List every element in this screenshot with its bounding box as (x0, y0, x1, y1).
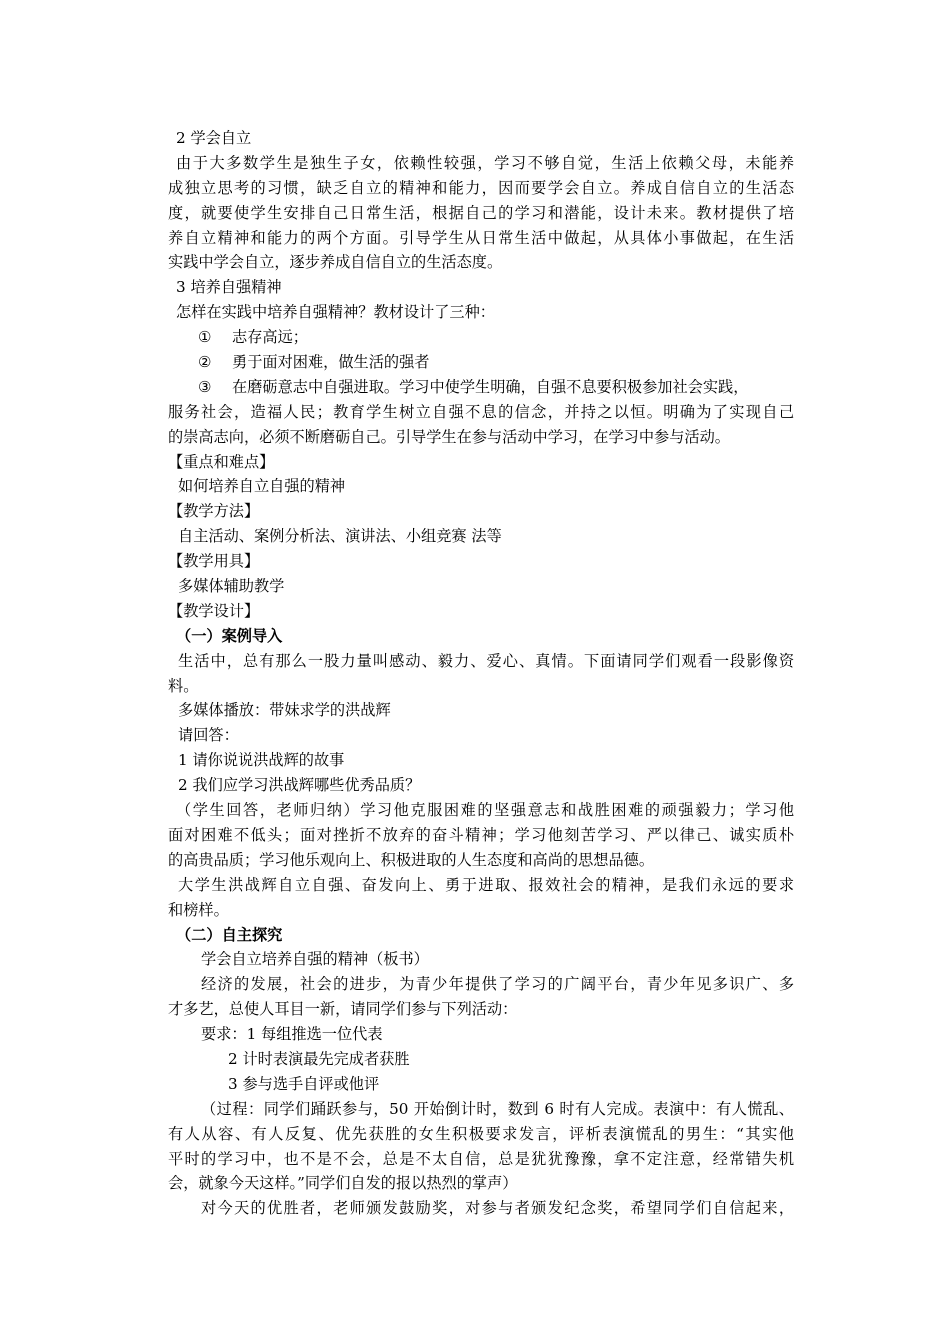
section-3-cont-2: 的崇高志向，必须不断磨砺自己。引导学生在参与活动中学习，在学习中参与活动。 (168, 427, 730, 446)
list-item-text: 志存高远； (232, 328, 308, 347)
part-2-requirement-2: 2 计时表演最先完成者获胜 (228, 1049, 410, 1068)
list-item (168, 325, 794, 350)
list-item (168, 350, 794, 375)
part-1-answer-line-2: 面对困难不低头；面对挫折不放弃的奋斗精神；学习他刻苦学习、严以律己、诚实质朴 (168, 825, 794, 844)
part-2-board: 学会自立培养自强的精神（板书） (201, 950, 429, 969)
part-2-heading: （二）自主探究 (176, 925, 283, 944)
keypoints-heading: 【重点和难点】 (168, 452, 275, 471)
part-1-media: 多媒体播放：带妹求学的洪战辉 (178, 701, 391, 720)
document-page (168, 126, 794, 1221)
section-3-cont-1: 服务社会，造福人民；教育学生树立自强不息的信念，并持之以恒。明确为了实现自己 (168, 402, 794, 421)
part-2-process-line-2: 有人从容、有人反复、优先获胜的女生积极要求发言，评析表演慌乱的男生：“其实他 (168, 1124, 794, 1143)
list-item-number: ③ (198, 377, 212, 396)
section-3-heading: 3 培养自强精神 (176, 278, 282, 297)
methods-heading: 【教学方法】 (168, 502, 260, 521)
list-item-number: ① (198, 328, 212, 347)
part-1-question-2: 2 我们应学习洪战辉哪些优秀品质？ (178, 776, 421, 795)
part-1-intro-line-1: 生活中，总有那么一股力量叫感动、毅力、爱心、真情。下面请同学们观看一段影像资 (178, 651, 794, 670)
tools-text: 多媒体辅助教学 (178, 577, 285, 596)
part-1-answer-line-3: 的高贵品质；学习他乐观向上、积极进取的人生态度和高尚的思想品德。 (168, 850, 654, 869)
list-item-number: ② (198, 353, 212, 372)
section-2-line-5: 实践中学会自立，逐步养成自信自立的生活态度。 (168, 253, 503, 272)
part-1-intro-line-2: 料。 (168, 676, 199, 695)
tools-heading: 【教学用具】 (168, 552, 260, 571)
part-2-process-line-1: （过程：同学们踊跃参与，50 开始倒计时，数到 6 时有人完成。表演中：有人慌乱、 (201, 1099, 794, 1118)
methods-text: 自主活动、案例分析法、演讲法、小组竞赛 法等 (178, 527, 502, 546)
section-2-line-2: 成独立思考的习惯，缺乏自立的精神和能力，因而要学会自立。养成自信自立的生活态 (168, 178, 794, 197)
list-item-text: 勇于面对困难，做生活的强者 (232, 353, 430, 372)
part-1-summary-line-2: 和榜样。 (168, 900, 229, 919)
part-2-process-line-3: 平时的学习中，也不是不会，总是不太自信，总是犹犹豫豫，拿不定注意，经常错失机 (168, 1149, 794, 1168)
section-3-intro: 怎样在实践中培养自强精神？教材设计了三种： (176, 303, 495, 322)
part-1-question-1: 1 请你说说洪战辉的故事 (178, 751, 345, 770)
part-1-summary-line-1: 大学生洪战辉自立自强、奋发向上、勇于进取、报效社会的精神，是我们永远的要求 (178, 875, 794, 894)
part-2-para-line-1: 经济的发展，社会的进步，为青少年提供了学习的广阔平台，青少年见多识广、多 (201, 975, 794, 994)
part-2-requirement-3: 3 参与选手自评或他评 (228, 1074, 380, 1093)
part-2-para-line-2: 才多艺，总使人耳目一新，请同学们参与下列活动： (168, 1000, 518, 1019)
section-2-line-4: 养自立精神和能力的两个方面。引导学生从日常生活中做起，从具体小事做起，在生活 (168, 228, 794, 247)
keypoints-text: 如何培养自立自强的精神 (178, 477, 346, 496)
part-1-answer-line-1: （学生回答，老师归纳）学习他克服困难的坚强意志和战胜困难的顽强毅力；学习他 (176, 801, 794, 820)
part-2-last-line: 对今天的优胜者，老师颁发鼓励奖，对参与者颁发纪念奖，希望同学们自信起来， (201, 1199, 794, 1218)
section-2-line-1: 由于大多数学生是独生子女，依赖性较强，学习不够自觉，生活上依赖父母，未能养 (176, 153, 794, 172)
part-1-heading: （一）案例导入 (176, 626, 283, 645)
section-2-heading: 2 学会自立 (176, 129, 252, 147)
design-heading: 【教学设计】 (168, 601, 260, 620)
part-2-process-line-4: 会，就象今天这样。”同学们自发的报以热烈的掌声） (168, 1174, 518, 1193)
list-item (168, 375, 794, 400)
part-1-ask: 请回答： (178, 726, 239, 745)
list-item-text: 在磨砺意志中自强进取。学习中使学生明确，自强不息要积极参加社会实践， (232, 377, 749, 396)
section-2-line-3: 度，就要使学生安排自己日常生活，根据自己的学习和潜能，设计未来。教材提供了培 (168, 203, 794, 222)
part-2-requirement-1: 要求：1 每组推选一位代表 (201, 1025, 383, 1044)
